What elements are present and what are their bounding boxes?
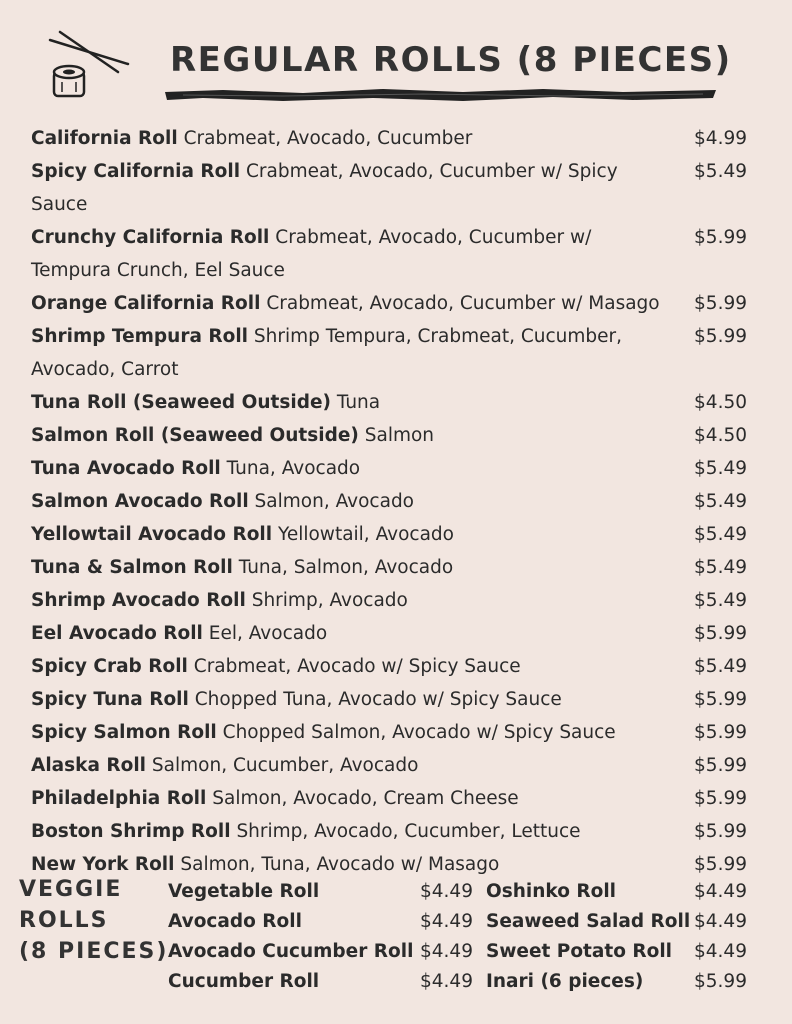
menu-item-description: Yellowtail, Avocado <box>277 524 454 545</box>
menu-item-price: $4.50 <box>694 392 747 413</box>
veggie-item-name: Cucumber Roll <box>168 971 320 992</box>
menu-item-name: Tuna Avocado Roll <box>31 458 221 479</box>
veggie-item <box>168 877 473 907</box>
menu-item-price: $5.99 <box>694 689 747 710</box>
menu-item-price: $5.99 <box>694 722 747 743</box>
menu-item-price: $5.99 <box>694 293 747 314</box>
menu-item-price: $5.49 <box>694 491 747 512</box>
menu-item <box>31 287 751 320</box>
menu-item-description: Crabmeat, Avocado w/ Spicy Sauce <box>193 656 521 677</box>
veggie-item <box>168 937 473 967</box>
menu-item-description: Crabmeat, Avocado, Cucumber w/ Spicy Sauce <box>31 161 618 215</box>
menu-item-description: Shrimp, Avocado, Cucumber, Lettuce <box>236 821 581 842</box>
regular-rolls-list <box>31 122 751 881</box>
menu-item-name: Boston Shrimp Roll <box>31 821 231 842</box>
veggie-item <box>486 967 748 997</box>
menu-item-price: $5.49 <box>694 557 747 578</box>
sushi-chopsticks-icon <box>46 30 132 102</box>
veggie-item-name: Sweet Potato Roll <box>486 941 673 962</box>
menu-item <box>31 518 751 551</box>
menu-item-name: Spicy Salmon Roll <box>31 722 217 743</box>
menu-item <box>31 683 751 716</box>
menu-item <box>31 221 751 287</box>
menu-item-description: Chopped Tuna, Avocado w/ Spicy Sauce <box>194 689 562 710</box>
menu-item <box>31 386 751 419</box>
veggie-item <box>168 967 473 997</box>
menu-item-name: Spicy California Roll <box>31 161 241 182</box>
veggie-rolls-title <box>19 874 168 967</box>
menu-item-price: $5.49 <box>694 524 747 545</box>
menu-item-name: New York Roll <box>31 854 175 875</box>
menu-item-description: Shrimp Tempura, Crabmeat, Cucumber, Avocado, Carrot <box>31 326 623 380</box>
menu-item-price: $5.99 <box>694 326 747 347</box>
menu-item-price: $5.99 <box>694 623 747 644</box>
menu-item-name: Spicy Crab Roll <box>31 656 188 677</box>
menu-item-price: $5.49 <box>694 656 747 677</box>
menu-item-description: Tuna <box>336 392 381 413</box>
veggie-item-name: Vegetable Roll <box>168 881 320 902</box>
veggie-item <box>486 907 748 937</box>
veggie-item <box>486 937 748 967</box>
page-title: REGULAR ROLLS (8 PIECES) <box>170 40 732 80</box>
menu-item-description: Crabmeat, Avocado, Cucumber w/ Masago <box>266 293 660 314</box>
menu-item-description: Tuna, Salmon, Avocado <box>238 557 454 578</box>
menu-item-name: Eel Avocado Roll <box>31 623 203 644</box>
menu-item-price: $5.99 <box>694 821 747 842</box>
menu-item <box>31 155 751 221</box>
veggie-title-line-2: ROLLS <box>19 908 109 933</box>
menu-item-price: $5.99 <box>694 854 747 875</box>
veggie-item-name: Seaweed Salad Roll <box>486 911 691 932</box>
veggie-item-price: $5.99 <box>694 971 747 992</box>
menu-item-name: Yellowtail Avocado Roll <box>31 524 273 545</box>
menu-item-name: Tuna Roll (Seaweed Outside) <box>31 392 331 413</box>
menu-item <box>31 320 751 386</box>
menu-item <box>31 815 751 848</box>
veggie-item-price: $4.49 <box>694 881 747 902</box>
menu-item <box>31 782 751 815</box>
menu-item-description: Salmon, Avocado, Cream Cheese <box>212 788 519 809</box>
menu-item <box>31 749 751 782</box>
menu-item-name: Alaska Roll <box>31 755 147 776</box>
veggie-item <box>168 907 473 937</box>
menu-item-description: Tuna, Avocado <box>226 458 361 479</box>
menu-item-description: Crabmeat, Avocado, Cucumber <box>183 128 473 149</box>
veggie-item-price: $4.49 <box>420 911 473 932</box>
menu-item-description: Crabmeat, Avocado, Cucumber w/ Tempura Crunch, Eel Sauce <box>31 227 592 281</box>
menu-item <box>31 617 751 650</box>
veggie-item-name: Avocado Roll <box>168 911 302 932</box>
menu-item-description: Eel, Avocado <box>208 623 328 644</box>
veggie-item-name: Oshinko Roll <box>486 881 617 902</box>
veggie-item-price: $4.49 <box>694 941 747 962</box>
menu-item-description: Shrimp, Avocado <box>251 590 408 611</box>
menu-item-price: $5.49 <box>694 458 747 479</box>
menu-item <box>31 551 751 584</box>
veggie-list-left <box>168 877 473 997</box>
menu-item-name: Salmon Roll (Seaweed Outside) <box>31 425 359 446</box>
menu-item-price: $5.99 <box>694 227 747 248</box>
menu-item-name: Philadelphia Roll <box>31 788 207 809</box>
menu-item-price: $5.99 <box>694 788 747 809</box>
menu-item <box>31 584 751 617</box>
veggie-list-right <box>486 877 748 997</box>
menu-item-name: Orange California Roll <box>31 293 261 314</box>
menu-item <box>31 452 751 485</box>
veggie-title-line-3: (8 PIECES) <box>19 939 169 964</box>
menu-item <box>31 650 751 683</box>
menu-item-name: Spicy Tuna Roll <box>31 689 189 710</box>
brush-underline <box>163 86 718 104</box>
veggie-item-name: Inari (6 pieces) <box>486 971 644 992</box>
menu-item-description: Salmon <box>364 425 435 446</box>
veggie-item-price: $4.49 <box>420 941 473 962</box>
menu-item-description: Salmon, Tuna, Avocado w/ Masago <box>180 854 500 875</box>
menu-item-name: California Roll <box>31 128 178 149</box>
menu-item-price: $4.50 <box>694 425 747 446</box>
menu-item-description: Salmon, Cucumber, Avocado <box>151 755 419 776</box>
menu-item-name: Shrimp Tempura Roll <box>31 326 249 347</box>
veggie-title-line-1: VEGGIE <box>19 877 123 902</box>
menu-item-description: Chopped Salmon, Avocado w/ Spicy Sauce <box>222 722 616 743</box>
menu-item-name: Salmon Avocado Roll <box>31 491 249 512</box>
menu-item-name: Shrimp Avocado Roll <box>31 590 246 611</box>
veggie-item <box>486 877 748 907</box>
menu-item-name: Tuna & Salmon Roll <box>31 557 233 578</box>
menu-item <box>31 122 751 155</box>
menu-item-name: Crunchy California Roll <box>31 227 270 248</box>
menu-item-price: $4.99 <box>694 128 747 149</box>
veggie-item-price: $4.49 <box>694 911 747 932</box>
menu-item-price: $5.49 <box>694 161 747 182</box>
menu-item-description: Salmon, Avocado <box>254 491 415 512</box>
veggie-item-name: Avocado Cucumber Roll <box>168 941 414 962</box>
veggie-item-price: $4.49 <box>420 971 473 992</box>
menu-item <box>31 485 751 518</box>
veggie-item-price: $4.49 <box>420 881 473 902</box>
menu-item <box>31 716 751 749</box>
menu-item <box>31 419 751 452</box>
menu-item-price: $5.99 <box>694 755 747 776</box>
menu-item-price: $5.49 <box>694 590 747 611</box>
